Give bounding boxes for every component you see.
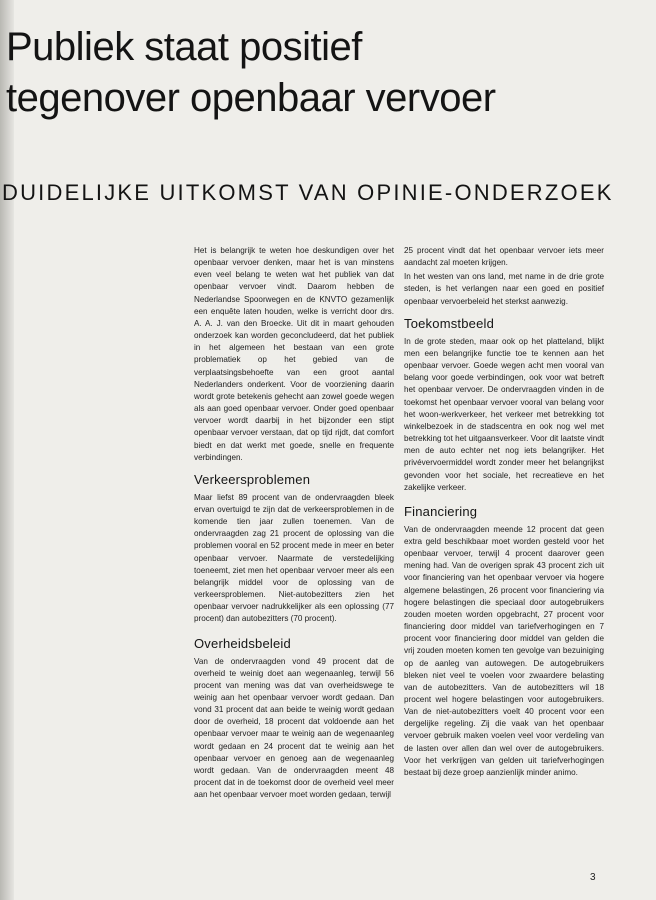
- continuation-paragraph-2: In het westen van ons land, met name in de drie grote steden, is het verlangen naar een goed en positief openbaar vervoerbeleid het sterkst aanwezig.: [404, 272, 604, 306]
- heading-verkeersproblemen: Verkeersproblemen: [194, 471, 311, 487]
- verkeersproblemen-paragraph: Maar liefst 89 procent van de ondervraagden bleek ervan overtuigd te zijn dat de verkeersproblemen in de komende tien jaar zullen toenemen. Van de ondervraagden zag 21 procent de oplossing van die problemen vooral en 52 procent mede in meer en beter openbaar vervoer. Naarmate de verstedelijking toeneemt, ziet men het openbaar vervoer meer als een belangrijk middel voor de oplossing van de verkeersproblemen. Niet-autobezitters zien het openbaar vervoer nadrukkelijker als een oplossing (77 procent) dan autobezitters (70 procent).: [194, 492, 394, 624]
- toekomstbeeld-paragraph: In de grote steden, maar ook op het platteland, blijkt men een belangrijke functie toe te kennen aan het openbaar vervoer. Goede wegen acht men vooral van belang voor goede verbindingen, ook voor wat betreft het openbaar vervoer. De ondervraagden vinden in de toekomst het openbaar vervoer vooral van belang voor het woon-werkverkeer, het verkeer met betrekking tot winkelbezoek in de stadscentra en ook nog wel met betrekking tot het uitgaansverkeer. Voor dit laatste vindt men de auto echter net nog iets belangrijker. Het privévervoermiddel wordt zonder meer het belangrijkst gevonden voor het sociale, het recreatieve en het zakelijke verkeer.: [404, 336, 604, 492]
- right-column: [404, 245, 604, 781]
- heading-toekomstbeeld: Toekomstbeeld: [404, 315, 495, 331]
- heading-overheidsbeleid: Overheidsbeleid: [194, 635, 291, 651]
- overheidsbeleid-paragraph: Van de ondervraagden vond 49 procent dat de overheid te weinig doet aan wegenaanleg, terwijl 56 procent van mening was dat van overheidswege te weinig aan het openbaar vervoer wordt gedaan. Dan vond 31 procent dat aan beide te weinig wordt gedaan door de overheid, 18 procent dat voldoende aan het openbaar vervoer maar te weinig aan de wegenaanleg wordt gedaan en 24 procent dat te weinig aan het openbaar vervoer en genoeg aan de wegenaanleg wordt gedaan. Van de ondervraagden meent 48 procent dat in de toekomst door de overheid veel meer aan het openbaar vervoer moet worden gedaan, terwijl: [194, 656, 394, 800]
- page-number: 3: [590, 872, 596, 883]
- financiering-paragraph: Van de ondervraagden meende 12 procent dat geen extra geld beschikbaar moet worden gesteld voor het openbaar vervoer, terwijl 4 procent daarover geen mening had. Van de overigen sprak 43 procent zich uit voor financiering van het openbaar vervoer via hogere algemene belastingen, 26 procent voor financiering via hogere belastingen die speciaal door autogebruikers zouden moeten worden opgebracht, 27 procent voor financiering door middel van tariefverhogingen en 7 procent voor financiering door middel van gelden die vrij zouden moeten komen ten gevolge van bezuiniging op de aanleg van autowegen. De autogebruikers bleken niet veel te voelen voor zwaardere belasting van de autobezitters. Van de autobezitters wil 18 procent wel hogere belastingen voor autogebruikers. Van de niet-autobezitters voelt 40 procent voor een dergelijke regeling. Zij die vaak van het openbaar vervoer gebruik maken voelen veel voor verdeling van de lasten over allen dan wel over de autogebruikers. Voor het verkrijgen van gelden uit tariefverhogingen bestaat bij deze groep aanzienlijk minder animo.: [404, 524, 604, 777]
- article-title-line-2: tegenover openbaar vervoer: [6, 76, 496, 120]
- left-column: [194, 245, 394, 803]
- intro-paragraph: Het is belangrijk te weten hoe deskundigen over het openbaar vervoer denken, maar het is van minstens even veel belang te weten wat het publiek van dat openbaar vervoer vindt. Daarom hebben de Nederlandse Spoorwegen en de KNVTO gezamenlijk een enquête laten houden, welke is verricht door drs. A. A. J. van den Broecke. Uit dit in maart gehouden onderzoek kan worden geconcludeerd, dat het publiek in het algemeen het bestaan van een grote problematiek op het gebied van de verplaatsingsbehoefte van een groot aantal Nederlanders onderkent. Voor de voorziening daarin wordt grote betekenis gehecht aan zowel goede wegen als aan goed openbaar vervoer. Onder goed openbaar vervoer wordt daarbij in het bijzonder een stipt openbaar vervoer verstaan, dat op tijd rijdt, dat comfort biedt en dat werkt met goede, snelle en frequente verbindingen.: [194, 246, 394, 462]
- continuation-paragraph-1: 25 procent vindt dat het openbaar vervoer iets meer aandacht zal moeten krijgen.: [404, 246, 604, 268]
- article-title: [6, 22, 646, 124]
- article-subtitle: DUIDELIJKE UITKOMST VAN OPINIE-ONDERZOEK: [2, 180, 614, 205]
- heading-financiering: Financiering: [404, 503, 478, 519]
- page-binding-shadow: [0, 0, 14, 900]
- article-title-line-1: Publiek staat positief: [6, 25, 362, 69]
